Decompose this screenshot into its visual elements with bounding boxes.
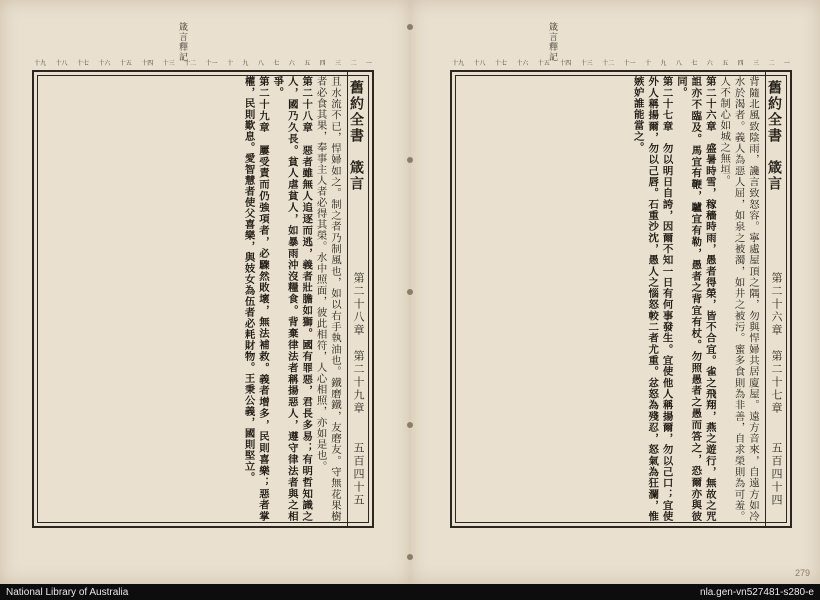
book-title: 舊約全書 箴言 <box>766 80 782 192</box>
ruler-mark: 六 <box>288 60 295 67</box>
ruler-mark: 三 <box>753 60 760 67</box>
binding-hole <box>407 554 413 560</box>
ruler-mark: 五 <box>722 60 729 67</box>
margin-rule <box>347 72 348 526</box>
ruler-mark: 十一 <box>623 60 636 67</box>
binding-hole <box>407 422 413 428</box>
ruler-mark: 四 <box>319 60 326 67</box>
ruler-mark: 七 <box>691 60 698 67</box>
line-ruler <box>34 58 372 70</box>
ruler-mark: 十六 <box>98 60 111 67</box>
left-page <box>0 0 411 584</box>
binding-hole <box>407 289 413 295</box>
book-title: 舊約全書 箴言 <box>348 80 364 192</box>
ruler-mark: 十九 <box>34 60 47 67</box>
paragraph: 第二十九章 屢受責而仍強項者，必驟然敗壞，無法補救。義者增多，民則喜樂；惡者掌權，民則歎息。愛智慧者使父喜樂，與妓女為伍者必耗財物。王秉公義，國則堅立。 <box>242 76 269 522</box>
line-ruler <box>452 58 790 70</box>
running-head: 箴言釋記 <box>177 22 187 62</box>
ruler-mark: 九 <box>242 60 249 67</box>
ruler-mark: 十 <box>226 60 233 67</box>
ruler-mark: 十七 <box>494 60 507 67</box>
ruler-mark: 二 <box>768 60 775 67</box>
chapter-heading: 第二十六章 第二十七章 <box>770 272 783 415</box>
ruler-mark: 十三 <box>580 60 593 67</box>
ruler-mark: 十五 <box>119 60 132 67</box>
page-number: 五百四十五 <box>352 442 365 507</box>
footer-bar <box>0 584 820 600</box>
pencil-number: 279 <box>794 568 810 578</box>
chapter-heading: 第二十八章 第二十九章 <box>352 272 365 415</box>
paragraph: 背隨北風致陰雨，讒言致怒容。寧處屋頂之隅，勿與悍婦共居廈屋。遠方音來，自遠方如冷水於渴者。義人為惡人屈，如泉之被濁，如井之被污。蜜多食則為非善，自求榮則為可羞。人不制心如城之無垣。 <box>718 76 759 522</box>
ruler-mark: 一 <box>783 60 790 67</box>
ruler-mark: 十八 <box>473 60 486 67</box>
ruler-mark: 四 <box>737 60 744 67</box>
body-text <box>458 76 760 522</box>
ruler-mark: 五 <box>304 60 311 67</box>
footer-institution: National Library of Australia <box>6 586 129 598</box>
ruler-mark: 十五 <box>537 60 550 67</box>
right-page <box>410 0 820 584</box>
ruler-mark: 十六 <box>516 60 529 67</box>
text-frame <box>450 60 792 528</box>
ruler-mark: 十九 <box>452 60 465 67</box>
ruler-mark: 八 <box>675 60 682 67</box>
ruler-mark: 八 <box>257 60 264 67</box>
binding-holes <box>403 0 417 584</box>
ruler-mark: 十 <box>644 60 651 67</box>
ruler-mark: 三 <box>335 60 342 67</box>
ruler-mark: 十二 <box>184 60 197 67</box>
paragraph: 第二十六章 盛暑時雪，稼穡時雨，愚者得榮，皆不合宜。雀之飛翔，燕之遊行，無故之咒詛亦不臨及。馬宜有鞭，驢宜有勒，愚者之背宜有杖。勿照愚者之愚而答之，恐爾亦與彼同。 <box>674 76 716 522</box>
ruler-mark: 十四 <box>141 60 154 67</box>
ruler-mark: 十二 <box>602 60 615 67</box>
binding-hole <box>407 157 413 163</box>
ruler-mark: 七 <box>273 60 280 67</box>
ruler-mark: 十八 <box>55 60 68 67</box>
ruler-mark: 二 <box>350 60 357 67</box>
paragraph: 且水流不已，悍婦如之。制之者乃制風也，如以右手執油也。鐵磨鐵，友磨友。守無花果樹者必食其果，奉事主人者必得其榮。水中照面，彼此相符，人心相照，亦如是也。 <box>314 76 341 522</box>
page-number: 五百四十四 <box>770 442 783 507</box>
ruler-mark: 九 <box>660 60 667 67</box>
ruler-mark: 十三 <box>162 60 175 67</box>
ruler-mark: 十七 <box>76 60 89 67</box>
body-text <box>40 76 342 522</box>
ruler-mark: 六 <box>706 60 713 67</box>
ruler-mark: 一 <box>365 60 372 67</box>
running-head: 箴言釋記 <box>547 22 557 62</box>
margin-rule <box>765 72 766 526</box>
ruler-mark: 十一 <box>205 60 218 67</box>
ruler-mark: 十四 <box>559 60 572 67</box>
paragraph: 第二十七章 勿以明日自誇，因爾不知一日有何事發生。宜使他人稱揚爾，勿以己口；宜使外人稱揚爾，勿以己唇。石重沙沈，愚人之惱怒較二者尤重。忿怒為殘忍，怒氣為狂瀾，惟嫉妒誰能當之。 <box>631 76 673 522</box>
binding-hole <box>407 24 413 30</box>
text-frame <box>32 60 374 528</box>
footer-identifier: nla.gen-vn527481-s280-e <box>700 586 814 598</box>
paragraph: 第二十八章 惡者雖無人追逐而逃，義者壯膽如獅。國有罪惡，君長多易；有明哲知識之人，國乃久長。貧人虐貧人，如暴雨沖沒糧食。背棄律法者稱揚惡人，遵守律法者與之相爭。 <box>271 76 313 522</box>
